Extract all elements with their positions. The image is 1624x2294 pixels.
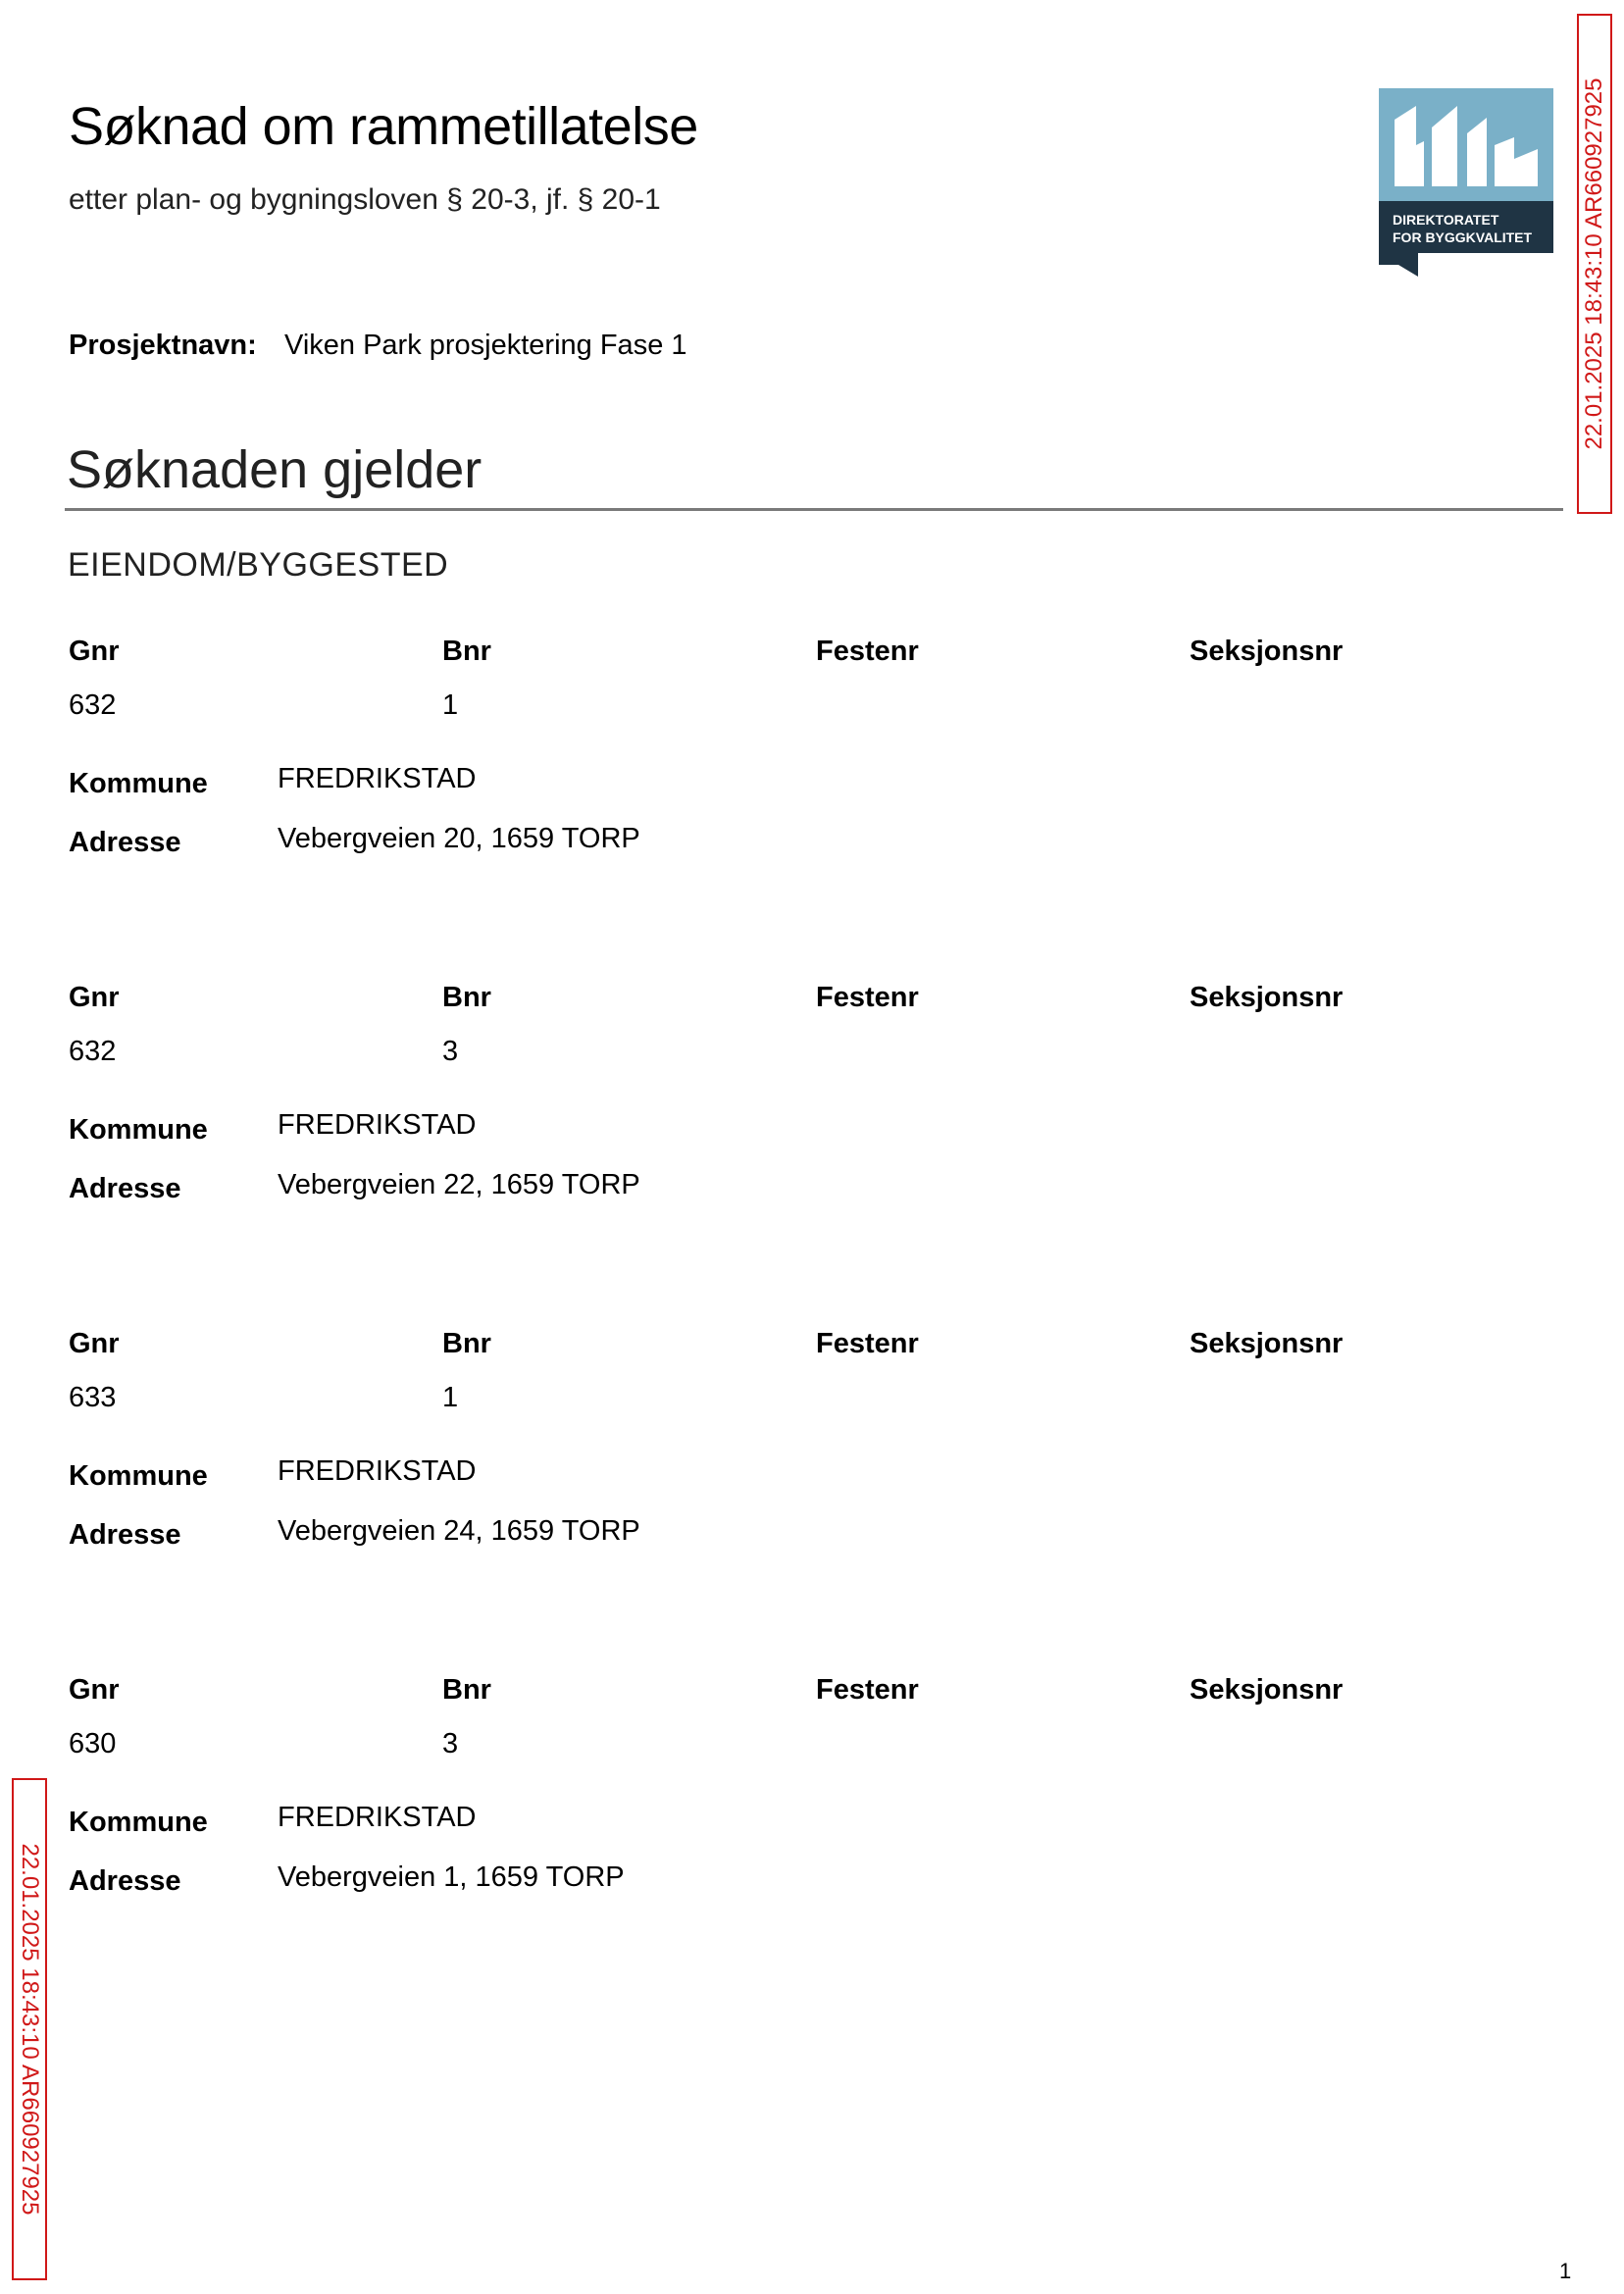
bnr-label: Bnr	[442, 636, 491, 667]
logo-pennant	[1379, 253, 1418, 277]
bnr-label: Bnr	[442, 1328, 491, 1359]
gnr-label: Gnr	[69, 1674, 120, 1706]
gnr-label: Gnr	[69, 982, 120, 1013]
bnr-value: 1	[442, 689, 459, 721]
festenr-label: Festenr	[816, 982, 919, 1013]
kommune-value: FREDRIKSTAD	[278, 1455, 477, 1487]
section-heading: Søknaden gjelder	[67, 440, 482, 499]
festenr-label: Festenr	[816, 1674, 919, 1706]
seksjonsnr-label: Seksjonsnr	[1190, 1674, 1344, 1706]
archive-stamp-left	[12, 1778, 47, 2280]
adresse-value: Vebergveien 20, 1659 TORP	[278, 823, 640, 854]
kommune-label: Kommune	[69, 1114, 208, 1146]
property-block	[69, 1674, 1442, 1929]
adresse-value: Vebergveien 22, 1659 TORP	[278, 1169, 640, 1200]
adresse-label: Adresse	[69, 1173, 181, 1204]
festenr-label: Festenr	[816, 636, 919, 667]
page-number: 1	[1559, 2259, 1572, 2283]
section-divider	[65, 508, 1563, 511]
kommune-label: Kommune	[69, 768, 208, 799]
bnr-value: 1	[442, 1382, 459, 1413]
seksjonsnr-label: Seksjonsnr	[1190, 1328, 1344, 1359]
gnr-label: Gnr	[69, 636, 120, 667]
adresse-value: Vebergveien 1, 1659 TORP	[278, 1861, 625, 1893]
gnr-value: 632	[69, 689, 117, 721]
dibk-logo	[1379, 88, 1553, 277]
stamp-text: 22.01.2025 18:43:10 AR660927925	[1581, 77, 1607, 450]
gnr-value: 630	[69, 1728, 117, 1759]
bnr-value: 3	[442, 1036, 459, 1067]
property-block	[69, 636, 1442, 891]
kommune-value: FREDRIKSTAD	[278, 763, 477, 794]
project-row	[69, 330, 687, 362]
stamp-text: 22.01.2025 18:43:10 AR660927925	[17, 1843, 43, 2216]
logo-text-line1: DIREKTORATET	[1393, 212, 1499, 228]
archive-stamp-right	[1577, 14, 1612, 514]
bnr-label: Bnr	[442, 982, 491, 1013]
adresse-label: Adresse	[69, 1865, 181, 1897]
project-value: Viken Park prosjektering Fase 1	[284, 330, 687, 361]
seksjonsnr-label: Seksjonsnr	[1190, 982, 1344, 1013]
seksjonsnr-label: Seksjonsnr	[1190, 636, 1344, 667]
project-label: Prosjektnavn:	[69, 330, 257, 361]
kommune-label: Kommune	[69, 1460, 208, 1492]
bnr-label: Bnr	[442, 1674, 491, 1706]
kommune-label: Kommune	[69, 1807, 208, 1838]
document-subtitle: etter plan- og bygningsloven § 20-3, jf. § 20-1	[69, 183, 661, 216]
adresse-label: Adresse	[69, 1519, 181, 1551]
gnr-value: 632	[69, 1036, 117, 1067]
gnr-value: 633	[69, 1382, 117, 1413]
property-block	[69, 982, 1442, 1237]
festenr-label: Festenr	[816, 1328, 919, 1359]
adresse-value: Vebergveien 24, 1659 TORP	[278, 1515, 640, 1547]
gnr-label: Gnr	[69, 1328, 120, 1359]
kommune-value: FREDRIKSTAD	[278, 1109, 477, 1141]
logo-text-line2: FOR BYGGKVALITET	[1393, 229, 1533, 245]
property-block	[69, 1328, 1442, 1583]
subsection-heading: EIENDOM/BYGGESTED	[68, 546, 449, 584]
adresse-label: Adresse	[69, 827, 181, 858]
bnr-value: 3	[442, 1728, 459, 1759]
document-title: Søknad om rammetillatelse	[69, 97, 698, 156]
kommune-value: FREDRIKSTAD	[278, 1802, 477, 1833]
